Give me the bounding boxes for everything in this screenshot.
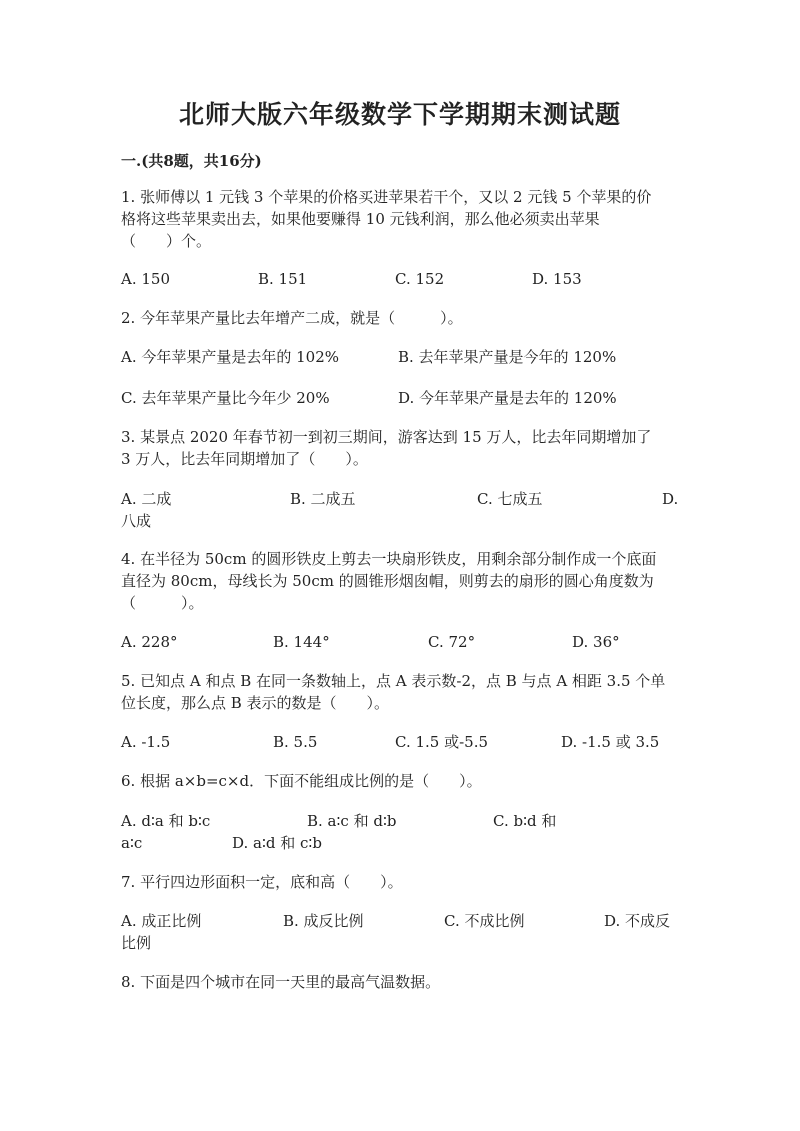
question-8-line-1: 8. 下面是四个城市在同一天里的最高气温数据。 <box>121 973 441 991</box>
question-2-option-b: B. 去年苹果产量是今年的 120% <box>398 348 617 366</box>
question-5-option-c: C. 1.5 或-5.5 <box>395 733 489 751</box>
question-1-option-b: B. 151 <box>258 270 308 288</box>
question-5-option-b: B. 5.5 <box>273 733 318 751</box>
question-7-option-d: D. 不成反 <box>604 912 671 930</box>
question-4-line-1: 4. 在半径为 50cm 的圆形铁皮上剪去一块扇形铁皮，用剩余部分制作成一个底面 <box>121 550 657 568</box>
question-2-option-a: A. 今年苹果产量是去年的 102% <box>121 348 340 366</box>
question-5-option-d: D. -1.5 或 3.5 <box>561 733 660 751</box>
question-3-line-1: 3. 某景点 2020 年春节初一到初三期间，游客达到 15 万人，比去年同期增加了 <box>121 428 652 446</box>
question-4-line-2: 直径为 80cm，母线长为 50cm 的圆锥形烟囱帽，则剪去的扇形的圆心角度数为 <box>121 572 654 590</box>
question-6-option-a: A. d∶a 和 b∶c <box>121 812 211 830</box>
question-2-option-c: C. 去年苹果产量比今年少 20% <box>121 389 330 407</box>
question-4-option-d: D. 36° <box>572 633 620 651</box>
question-5-line-1: 5. 已知点 A 和点 B 在同一条数轴上，点 A 表示数-2，点 B 与点 A 相距 3.5 个单 <box>121 672 666 690</box>
question-4-line-3: （ ）。 <box>121 594 204 612</box>
question-6-option-c-wrap: a∶c <box>121 834 143 852</box>
question-3-option-d-wrap: 八成 <box>121 512 152 530</box>
question-1-line-3: （ ）个。 <box>121 232 212 250</box>
question-3-line-2: 3 万人，比去年同期增加了（ ）。 <box>121 450 368 468</box>
question-7-option-d-wrap: 比例 <box>121 934 152 952</box>
question-7-option-b: B. 成反比例 <box>283 912 364 930</box>
question-3-option-c: C. 七成五 <box>477 490 543 508</box>
question-1-option-c: C. 152 <box>395 270 445 288</box>
question-6-option-b: B. a∶c 和 d∶b <box>307 812 397 830</box>
question-1-option-a: A. 150 <box>121 270 170 288</box>
page-title: 北师大版六年级数学下学期期末测试题 <box>178 100 621 129</box>
question-7-option-c: C. 不成比例 <box>444 912 525 930</box>
question-4-option-c: C. 72° <box>428 633 476 651</box>
question-6-line-1: 6. 根据 a×b=c×d．下面不能组成比例的是（ ）。 <box>121 772 482 790</box>
question-4-option-b: B. 144° <box>273 633 330 651</box>
question-6-option-d: D. a∶d 和 c∶b <box>232 834 322 852</box>
question-2-option-d: D. 今年苹果产量是去年的 120% <box>398 389 617 407</box>
question-5-line-2: 位长度，那么点 B 表示的数是（ ）。 <box>121 694 390 712</box>
question-1-option-d: D. 153 <box>532 270 582 288</box>
question-3-option-a: A. 二成 <box>121 490 172 508</box>
question-3-option-d: D. <box>662 490 679 508</box>
section-heading: 一.(共8题，共16分) <box>121 152 262 170</box>
question-5-option-a: A. -1.5 <box>121 733 171 751</box>
question-2-line-1: 2. 今年苹果产量比去年增产二成，就是（ ）。 <box>121 309 463 327</box>
question-6-option-c: C. b∶d 和 <box>493 812 557 830</box>
question-3-option-b: B. 二成五 <box>290 490 356 508</box>
question-7-option-a: A. 成正比例 <box>121 912 202 930</box>
question-4-option-a: A. 228° <box>121 633 178 651</box>
question-1-line-1: 1. 张师傅以 1 元钱 3 个苹果的价格买进苹果若干个，又以 2 元钱 5 个苹果的价 <box>121 188 652 206</box>
question-1-line-2: 格将这些苹果卖出去，如果他要赚得 10 元钱利润，那么他必须卖出苹果 <box>121 210 600 228</box>
question-7-line-1: 7. 平行四边形面积一定，底和高（ ）。 <box>121 873 403 891</box>
